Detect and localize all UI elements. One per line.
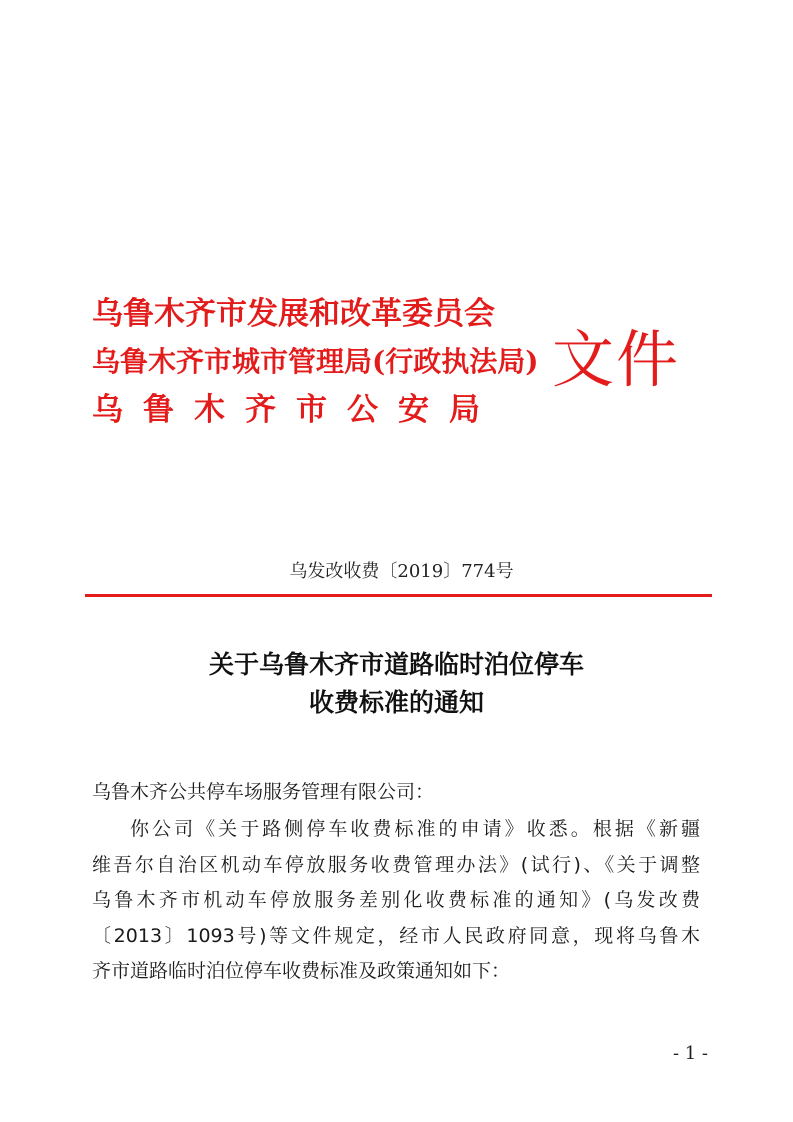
issuing-authorities — [92, 290, 542, 434]
salutation: 乌鲁木齐公共停车场服务管理有限公司： — [92, 781, 435, 803]
issuer-urban-management-bureau: 乌鲁木齐市城市管理局(行政执法局) — [92, 345, 539, 378]
notice-title — [0, 646, 793, 722]
document-heading-word: 文件 — [552, 323, 681, 396]
paragraph-line: 维吾尔自治区机动车停放服务收费管理办法》(试行)、《关于调整 — [92, 853, 700, 876]
title-line-2: 收费标准的通知 — [308, 688, 484, 717]
paragraph-line: 你公司《关于路侧停车收费标准的申请》收悉。根据《新疆 — [130, 818, 700, 840]
paragraph-line: 乌鲁木齐市机动车停放服务差别化收费标准的通知》(乌发改费 — [92, 889, 700, 911]
page-number: - 1 - — [672, 1043, 708, 1064]
title-line-1: 关于乌鲁木齐市道路临时泊位停车 — [208, 650, 584, 679]
paragraph-line: 齐市道路临时泊位停车收费标准及政策通知如下： — [92, 960, 511, 982]
notice-body — [92, 772, 700, 990]
red-divider-line — [85, 594, 712, 597]
issuer-development-reform-commission: 乌鲁木齐市发展和改革委员会 — [92, 296, 495, 332]
issuer-public-security-bureau: 乌鲁木齐市公安局 — [92, 392, 500, 428]
document-number: 乌发改收费〔2019〕774号 — [289, 561, 514, 582]
paragraph-line: 〔2013〕1093号)等文件规定，经市人民政府同意，现将乌鲁木 — [92, 924, 700, 947]
